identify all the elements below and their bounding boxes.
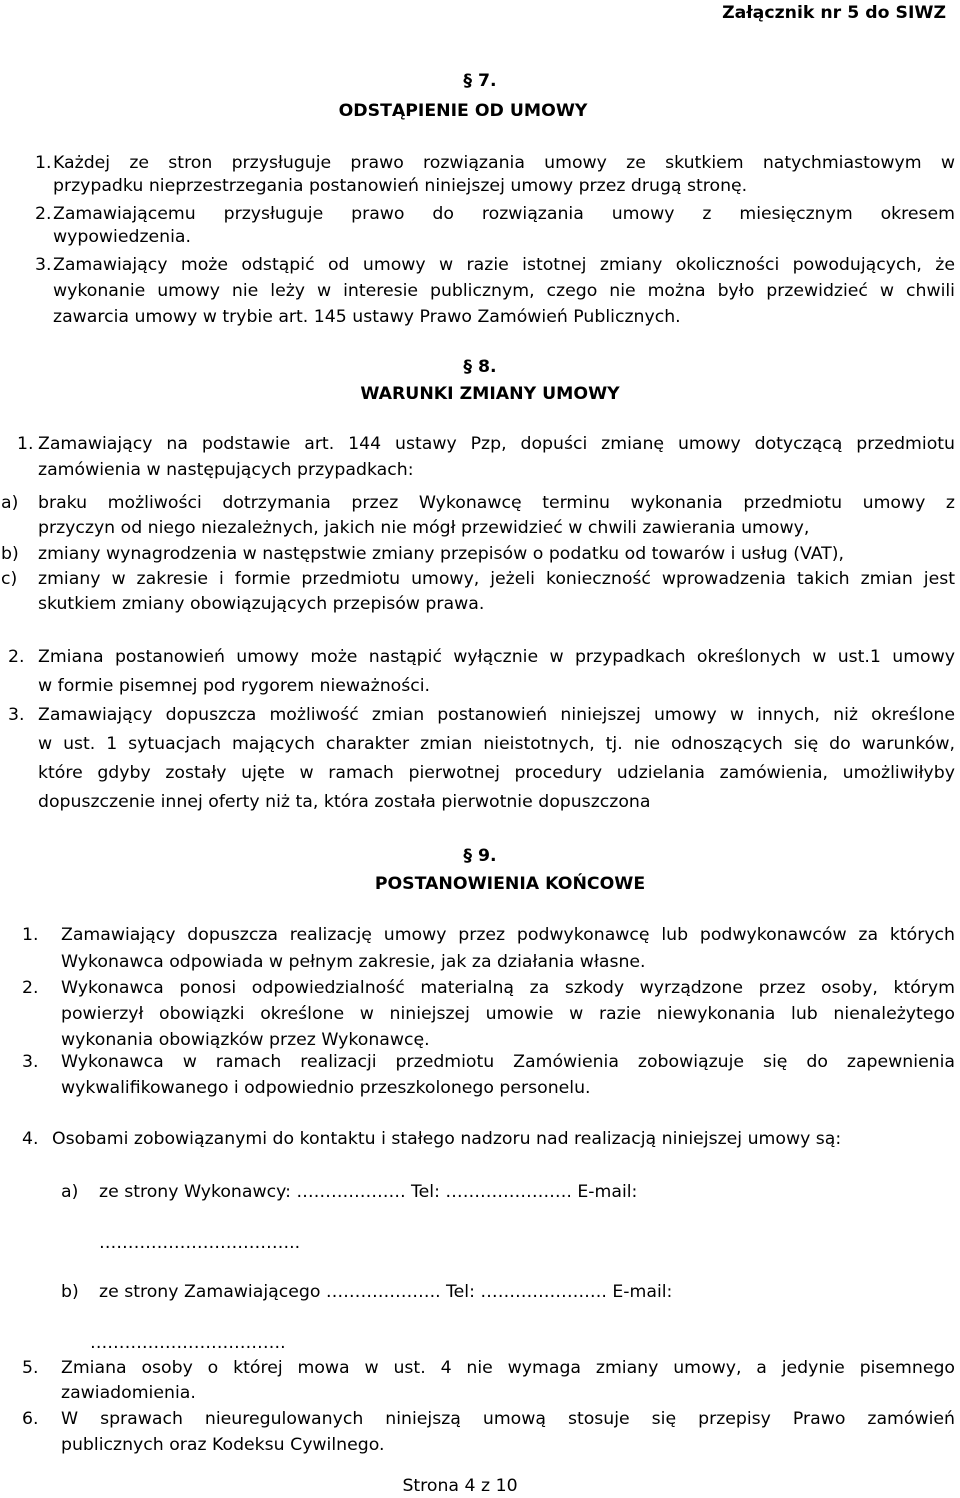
s8-item-2-num: 2. [8, 647, 25, 667]
s8-item-3-line: które gdyby zostały ujęte w ramach pierwotnej procedury udzielania zamówienia, umożliwiłyby [38, 763, 955, 783]
s9-item-4-a-letter: a) [61, 1182, 79, 1202]
s8-sub-b-line: zmiany wynagrodzenia w następstwie zmiany przepisów o podatku od towarów i usług (VAT), [38, 544, 844, 564]
section-8-sign: § 8. [463, 357, 497, 377]
s7-item-2-line: Zamawiającemu przysługuje prawo do rozwiązania umowy z miesięcznym okresem [53, 204, 955, 224]
s8-sub-a-letter: a) [1, 493, 19, 513]
s7-item-1-line: Każdej ze stron przysługuje prawo rozwiązania umowy ze skutkiem natychmiastowym w [53, 153, 955, 173]
section-8-title: WARUNKI ZMIANY UMOWY [360, 384, 620, 404]
s8-item-2-line: Zmiana postanowień umowy może nastąpić wyłącznie w przypadkach określonych w ust.1 umowy [38, 647, 955, 667]
s8-item-1-num: 1. [17, 434, 34, 454]
s8-sub-c-line: skutkiem zmiany obowiązujących przepisów prawa. [38, 594, 485, 614]
s9-item-6-line: W sprawach nieuregulowanych niniejszą umową stosuje się przepisy Prawo zamówień [61, 1409, 955, 1429]
s8-item-1-line: Zamawiający na podstawie art. 144 ustawy Pzp, dopuści zmianę umowy dotyczącą przedmiotu [38, 434, 955, 454]
page-header: Załącznik nr 5 do SIWZ [722, 3, 946, 23]
s9-item-6-line: publicznych oraz Kodeksu Cywilnego. [61, 1435, 385, 1455]
section-9-title: POSTANOWIENIA KOŃCOWE [374, 874, 646, 894]
s9-item-4-num: 4. [22, 1129, 39, 1149]
s7-item-3-line: zawarcia umowy w trybie art. 145 ustawy Prawo Zamówień Publicznych. [53, 307, 681, 327]
s8-item-1-line: zamówienia w następujących przypadkach: [38, 460, 414, 480]
s8-item-3-line: dopuszczenie innej oferty niż ta, która została pierwotnie dopuszczona [38, 792, 651, 812]
s7-item-1-num: 1. [35, 153, 52, 173]
s9-item-4-b-text: ze strony Zamawiającego ……………….. Tel: …………………. E-mail: [99, 1282, 673, 1302]
s9-item-2-num: 2. [22, 978, 39, 998]
s8-item-3-line: Zamawiający dopuszcza możliwość zmian postanowień niniejszej umowy w innych, niż określone [38, 705, 955, 725]
s9-item-5-line: Zmiana osoby o której mowa w ust. 4 nie wymaga zmiany umowy, a jedynie pisemnego [61, 1358, 955, 1378]
s9-item-2-line: Wykonawca ponosi odpowiedzialność materialną za szkody wyrządzone przez osoby, którym [61, 978, 955, 998]
s9-item-3-num: 3. [22, 1052, 39, 1072]
s7-item-2-num: 2. [35, 204, 52, 224]
s9-item-4-text: Osobami zobowiązanymi do kontaktu i stałego nadzoru nad realizacją niniejszej umowy są: [52, 1129, 842, 1149]
s9-item-4-a-text: ze strony Wykonawcy: ………………. Tel: …………………. E-mail: [99, 1182, 638, 1202]
page-footer: Strona 4 z 10 [402, 1476, 518, 1496]
s8-sub-a-line: przyczyn od niego niezależnych, jakich nie mógł przewidzieć w chwili zawierania umowy, [38, 518, 810, 538]
s8-sub-c-letter: c) [1, 569, 18, 589]
s7-item-3-line: Zamawiający może odstąpić od umowy w razie istotnej zmiany okoliczności powodujących, że [53, 255, 955, 275]
s9-item-5-line: zawiadomienia. [61, 1383, 196, 1403]
s9-item-4-b-cont: ……………………………. [90, 1333, 286, 1353]
s8-item-3-num: 3. [8, 705, 25, 725]
section-9-sign: § 9. [463, 846, 497, 866]
s7-item-2-line: wypowiedzenia. [53, 227, 191, 247]
s7-item-1-line: przypadku nieprzestrzegania postanowień niniejszej umowy przez drugą stronę. [53, 176, 748, 196]
s9-item-2-line: powierzył obowiązki określone w niniejszej umowie w razie niewykonania lub nienależytego [61, 1004, 955, 1024]
s7-item-3-num: 3. [35, 255, 52, 275]
s9-item-4-a-cont: …………………………….. [99, 1233, 301, 1253]
s8-sub-a-line: braku możliwości dotrzymania przez Wykonawcę terminu wykonania przedmiotu umowy z [38, 493, 955, 513]
s9-item-3-line: Wykonawca w ramach realizacji przedmiotu Zamówienia zobowiązuje się do zapewnienia [61, 1052, 955, 1072]
s8-sub-b-letter: b) [1, 544, 19, 564]
s9-item-4-b-letter: b) [61, 1282, 79, 1302]
s9-item-1-line: Wykonawca odpowiada w pełnym zakresie, jak za działania własne. [61, 952, 646, 972]
s8-item-3-line: w ust. 1 sytuacjach mających charakter zmian nieistotnych, tj. nie odnoszących się do warunków, [38, 734, 955, 754]
s9-item-5-num: 5. [22, 1358, 39, 1378]
section-7-sign: § 7. [463, 71, 497, 91]
s9-item-1-line: Zamawiający dopuszcza realizację umowy przez podwykonawcę lub podwykonawców za których [61, 925, 955, 945]
s7-item-3-line: wykonanie umowy nie leży w interesie publicznym, czego nie można było przewidzieć w chwili [53, 281, 955, 301]
s9-item-1-num: 1. [22, 925, 39, 945]
s8-sub-c-line: zmiany w zakresie i formie przedmiotu umowy, jeżeli konieczność wprowadzenia takich zmian jest [38, 569, 955, 589]
s9-item-6-num: 6. [22, 1409, 39, 1429]
s9-item-3-line: wykwalifikowanego i odpowiednio przeszkolonego personelu. [61, 1078, 591, 1098]
s8-item-2-line: w formie pisemnej pod rygorem nieważności. [38, 676, 431, 696]
section-7-title: ODSTĄPIENIE OD UMOWY [338, 101, 588, 121]
s9-item-2-line: wykonania obowiązków przez Wykonawcę. [61, 1030, 430, 1050]
